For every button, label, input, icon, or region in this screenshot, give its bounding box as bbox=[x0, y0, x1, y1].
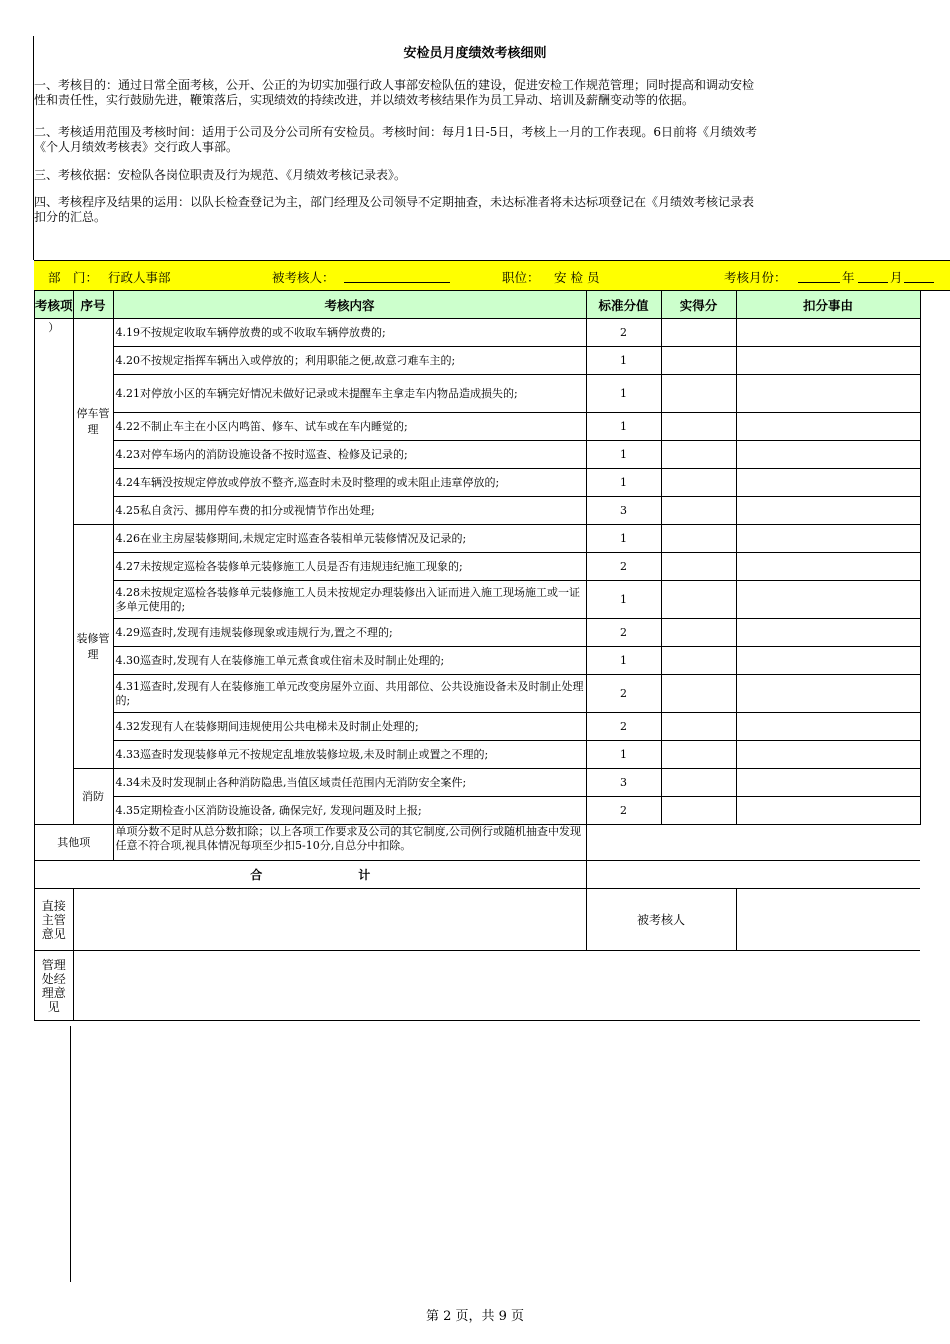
row-score: 1 bbox=[586, 525, 661, 553]
reason-cell[interactable] bbox=[736, 413, 920, 441]
paragraph-scope-1: 二、考核适用范围及考核时间：适用于公司及分公司所有安检员。考核时间：每月1日-5日，考核上一月的工作表现。6日前将《月绩效考 bbox=[34, 125, 757, 139]
reason-cell[interactable] bbox=[736, 375, 920, 413]
row-score: 1 bbox=[586, 441, 661, 469]
reason-cell[interactable] bbox=[736, 319, 920, 347]
table-row bbox=[35, 797, 921, 825]
row-score: 1 bbox=[586, 469, 661, 497]
total-label: 合 计 bbox=[35, 861, 587, 889]
actual-cell[interactable] bbox=[661, 553, 736, 581]
reason-cell[interactable] bbox=[736, 675, 920, 713]
category-continued: ） bbox=[35, 319, 74, 825]
reason-cell[interactable] bbox=[736, 769, 920, 797]
row-content: 4.31巡查时,发现有人在装修施工单元改变房屋外立面、共用部位、公共设施设备未及时制止处理的; bbox=[113, 675, 586, 713]
actual-cell[interactable] bbox=[661, 769, 736, 797]
day-field[interactable] bbox=[904, 268, 934, 283]
total-value[interactable] bbox=[586, 861, 920, 889]
month-field[interactable] bbox=[858, 268, 888, 283]
actual-cell[interactable] bbox=[661, 619, 736, 647]
row-score: 1 bbox=[586, 413, 661, 441]
paragraph-purpose-2: 性和责任性，实行鼓励先进，鞭策落后，实现绩效的持续改进，并以绩效考核结果作为员工异动、培训及薪酬变动等的依据。 bbox=[34, 93, 695, 107]
month-label: 考核月份： bbox=[724, 270, 787, 285]
supervisor-label: 直接主管意见 bbox=[35, 889, 74, 951]
row-score: 1 bbox=[586, 741, 661, 769]
assessee-field[interactable] bbox=[344, 268, 450, 283]
col-standard: 标准分值 bbox=[586, 291, 661, 319]
row-score: 2 bbox=[586, 553, 661, 581]
paragraph-basis: 三、考核依据：安检队各岗位职责及行为规范、《月绩效考核记录表》。 bbox=[34, 168, 407, 182]
col-item: 考核项 bbox=[35, 291, 74, 319]
row-score: 2 bbox=[586, 619, 661, 647]
actual-cell[interactable] bbox=[661, 413, 736, 441]
table-row bbox=[35, 497, 921, 525]
row-content: 4.33巡查时发现装修单元不按规定乱堆放装修垃圾,未及时制止或置之不理的; bbox=[113, 741, 586, 769]
supervisor-row bbox=[35, 889, 921, 951]
actual-cell[interactable] bbox=[661, 797, 736, 825]
other-blank[interactable] bbox=[586, 825, 920, 861]
paragraph-procedure-1: 四、考核程序及结果的运用：以队长检查登记为主，部门经理及公司领导不定期抽查，未达标准者将未达标项登记在《月绩效考核记录表 bbox=[34, 195, 755, 209]
manager-label: 管理处经理意见 bbox=[35, 951, 74, 1021]
row-content: 4.23对停车场内的消防设施设备不按时巡查、检修及记录的; bbox=[113, 441, 586, 469]
reason-cell[interactable] bbox=[736, 553, 920, 581]
col-content: 考核内容 bbox=[113, 291, 586, 319]
reason-cell[interactable] bbox=[736, 741, 920, 769]
left-border-bottom bbox=[70, 1026, 71, 1282]
col-seq: 序号 bbox=[73, 291, 113, 319]
manager-opinion[interactable] bbox=[73, 951, 920, 1021]
assessee-sign-label: 被考核人 bbox=[586, 889, 736, 951]
row-content: 4.19不按规定收取车辆停放费的或不收取车辆停放费的; bbox=[113, 319, 586, 347]
actual-cell[interactable] bbox=[661, 497, 736, 525]
assessment-table bbox=[34, 290, 921, 1021]
row-content: 4.32发现有人在装修期间违规使用公共电梯未及时制止处理的; bbox=[113, 713, 586, 741]
table-row bbox=[35, 413, 921, 441]
other-text: 单项分数不足时从总分数扣除；以上各项工作要求及公司的其它制度,公司例行或随机抽查中发现任意不符合项,视具体情况每项至少扣5-10分,自总分中扣除。 bbox=[113, 825, 586, 861]
row-content: 4.28未按规定巡检各装修单元装修施工人员未按规定办理装修出入证而进入施工现场施工或一证多单元使用的; bbox=[113, 581, 586, 619]
position-label: 职位： bbox=[502, 270, 540, 285]
row-score: 2 bbox=[586, 713, 661, 741]
total-row bbox=[35, 861, 921, 889]
row-score: 2 bbox=[586, 319, 661, 347]
supervisor-opinion[interactable] bbox=[73, 889, 586, 951]
year-field[interactable] bbox=[798, 268, 840, 283]
row-content: 4.21对停放小区的车辆完好情况未做好记录或未提醒车主拿走车内物品造成损失的; bbox=[113, 375, 586, 413]
page-title: 安检员月度绩效考核细则 bbox=[403, 46, 547, 61]
row-score: 1 bbox=[586, 581, 661, 619]
table-row bbox=[35, 713, 921, 741]
assessee-label: 被考核人： bbox=[272, 270, 335, 285]
group-fire: 消防 bbox=[73, 769, 113, 825]
actual-cell[interactable] bbox=[661, 469, 736, 497]
actual-cell[interactable] bbox=[661, 741, 736, 769]
row-score: 3 bbox=[586, 497, 661, 525]
month-char: 月 bbox=[890, 270, 903, 285]
row-score: 1 bbox=[586, 375, 661, 413]
info-header-bar bbox=[34, 260, 950, 291]
table-row bbox=[35, 581, 921, 619]
row-content: 4.30巡查时,发现有人在装修施工单元煮食或住宿未及时制止处理的; bbox=[113, 647, 586, 675]
actual-cell[interactable] bbox=[661, 319, 736, 347]
group-parking: 停车管理 bbox=[73, 319, 113, 525]
actual-cell[interactable] bbox=[661, 347, 736, 375]
row-content: 4.35定期检查小区消防设施设备, 确保完好, 发现问题及时上报; bbox=[113, 797, 586, 825]
reason-cell[interactable] bbox=[736, 797, 920, 825]
table-row bbox=[35, 319, 921, 347]
table-row bbox=[35, 553, 921, 581]
table-row bbox=[35, 347, 921, 375]
row-content: 4.20不按规定指挥车辆出入或停放的；利用职能之便,故意刁难车主的; bbox=[113, 347, 586, 375]
row-content: 4.27未按规定巡检各装修单元装修施工人员是否有违规违纪施工现象的; bbox=[113, 553, 586, 581]
row-content: 4.29巡查时,发现有违规装修现象或违规行为,置之不理的; bbox=[113, 619, 586, 647]
reason-cell[interactable] bbox=[736, 441, 920, 469]
actual-cell[interactable] bbox=[661, 647, 736, 675]
reason-cell[interactable] bbox=[736, 619, 920, 647]
other-row bbox=[35, 825, 921, 861]
position-value: 安 检 员 bbox=[554, 270, 600, 285]
group-decoration: 装修管理 bbox=[73, 525, 113, 769]
col-reason: 扣分事由 bbox=[736, 291, 920, 319]
row-score: 3 bbox=[586, 769, 661, 797]
row-score: 2 bbox=[586, 797, 661, 825]
assessee-sign-field[interactable] bbox=[736, 889, 920, 951]
actual-cell[interactable] bbox=[661, 441, 736, 469]
year-char: 年 bbox=[842, 270, 855, 285]
row-content: 4.24车辆没按规定停放或停放不整齐,巡查时未及时整理的或未阻止违章停放的; bbox=[113, 469, 586, 497]
table-row bbox=[35, 619, 921, 647]
row-content: 4.34未及时发现制止各种消防隐患,当值区域责任范围内无消防安全案件; bbox=[113, 769, 586, 797]
table-row bbox=[35, 769, 921, 797]
table-row bbox=[35, 375, 921, 413]
row-score: 2 bbox=[586, 675, 661, 713]
other-label: 其他项 bbox=[35, 825, 114, 861]
manager-row bbox=[35, 951, 921, 1021]
actual-cell[interactable] bbox=[661, 581, 736, 619]
table-row bbox=[35, 525, 921, 553]
reason-cell[interactable] bbox=[736, 525, 920, 553]
actual-cell[interactable] bbox=[661, 713, 736, 741]
table-header-row bbox=[35, 291, 921, 319]
table-row bbox=[35, 741, 921, 769]
row-content: 4.25私自贪污、挪用停车费的扣分或视情节作出处理; bbox=[113, 497, 586, 525]
col-actual: 实得分 bbox=[661, 291, 736, 319]
table-row bbox=[35, 647, 921, 675]
actual-cell[interactable] bbox=[661, 375, 736, 413]
paragraph-procedure-2: 扣分的汇总。 bbox=[34, 210, 107, 224]
actual-cell[interactable] bbox=[661, 525, 736, 553]
paragraph-scope-2: 《个人月绩效考核表》交行政人事部。 bbox=[34, 140, 239, 154]
row-score: 1 bbox=[586, 347, 661, 375]
dept-value: 行政人事部 bbox=[108, 270, 171, 285]
table-row bbox=[35, 441, 921, 469]
reason-cell[interactable] bbox=[736, 497, 920, 525]
reason-cell[interactable] bbox=[736, 713, 920, 741]
reason-cell[interactable] bbox=[736, 469, 920, 497]
page-footer: 第 2 页，共 9 页 bbox=[425, 1309, 525, 1324]
table-row bbox=[35, 675, 921, 713]
reason-cell[interactable] bbox=[736, 647, 920, 675]
actual-cell[interactable] bbox=[661, 675, 736, 713]
row-score: 1 bbox=[586, 647, 661, 675]
row-content: 4.22不制止车主在小区内鸣笛、修车、试车或在车内睡觉的; bbox=[113, 413, 586, 441]
dept-label: 部 门： bbox=[48, 270, 99, 285]
row-content: 4.26在业主房屋装修期间,未规定定时巡查各装相单元装修情况及记录的; bbox=[113, 525, 586, 553]
paragraph-purpose-1: 一、考核目的：通过日常全面考核，公开、公正的为切实加强行政人事部安检队伍的建设，促进安检工作规范管理；同时提高和调动安检 bbox=[34, 78, 755, 92]
reason-cell[interactable] bbox=[736, 581, 920, 619]
reason-cell[interactable] bbox=[736, 347, 920, 375]
table-row bbox=[35, 469, 921, 497]
